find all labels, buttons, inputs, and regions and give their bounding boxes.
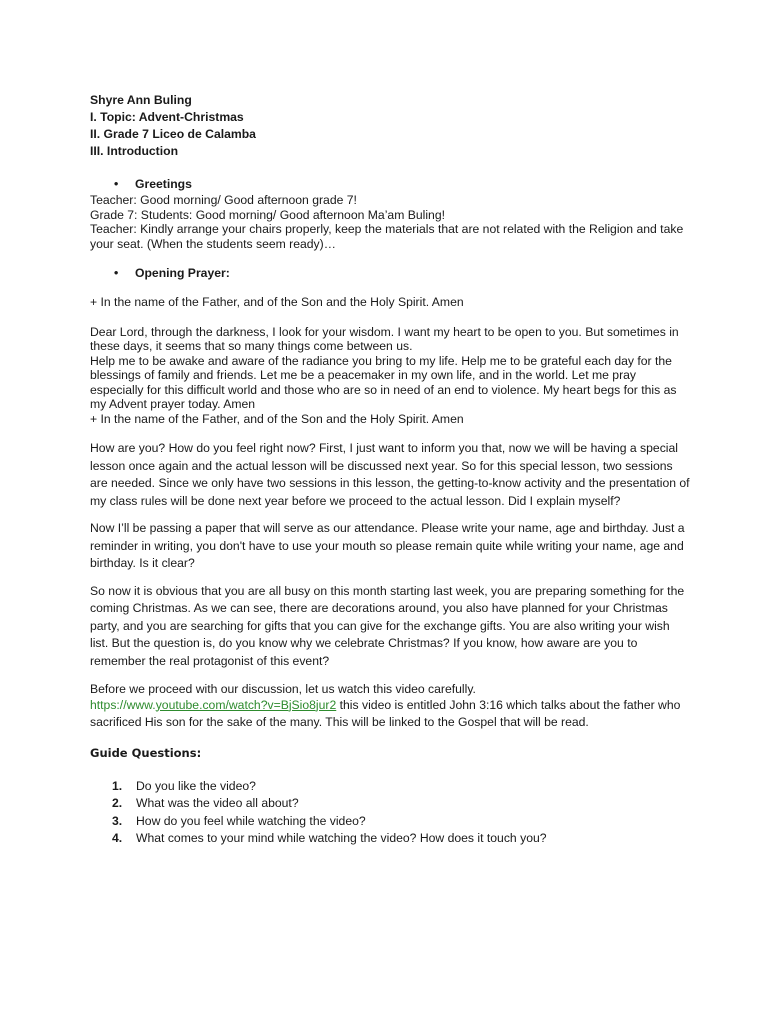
greetings-title: Greetings [135,177,192,191]
list-item [90,778,690,796]
greeting-line: Grade 7: Students: Good morning/ Good afternoon Ma’am Buling! [90,207,445,222]
question-text: What was the video all about? [136,796,299,810]
christmas-paragraph: So now it is obvious that you are all busy on this month starting last week, you are preparing something for the coming Christmas. As we can see, there are decorations around, you also have planned for your Christmas party, and you are searching for gifts that you can give for the exchange gifts. You are also writing your wish list. But the question is, do you know why we celebrate Christmas? If you know, how aware are you to remember the real protagonist of this event? [90,583,685,668]
question-number: 1. [112,778,123,793]
greeting-line: Teacher: Good morning/ Good afternoon grade 7! [90,193,357,207]
list-item [90,813,690,831]
video-link-url: youtube.com/watch?v=BjSio8jur2 [155,697,337,712]
attendance-paragraph: Now I’ll be passing a paper that will serve as our attendance. Please write your name, age and birthday. Just a reminder in writing, you don't have to use your mouth so please remain quite while writing your name, age and birthday. Is it clear? [90,521,685,570]
document-page [90,92,690,848]
prayer-title: Opening Prayer: [135,266,230,280]
greetings-bullet [90,176,690,193]
video-description: this video is entitled John 3:16 which talks about the father who sacrificed His son for the sake of the many. This will be linked to the Gospel that will be read. [90,697,681,729]
author-name: Shyre Ann Buling [90,93,192,107]
prayer-closing: + In the name of the Father, and of the Son and the Holy Spirit. Amen [90,411,464,426]
list-item [90,830,690,848]
video-link-prefix: https://www. [90,697,156,712]
question-number: 3. [112,813,123,828]
greetings-dialogue [90,193,690,251]
list-item [90,795,690,813]
bullet-icon: • [114,177,119,191]
prayer-paragraph: Help me to be awake and aware of the radiance you bring to my life. Help me to be grateful each day for the blessings of family and friends. Let me be a peacemaker in my own life, and in the world. Let me pray especially for this difficult world and those who are so in need of an end to violence. My heart begs for this as my Advent prayer today. Amen [90,353,677,411]
prayer-bullet [90,265,690,282]
question-text: How do you feel while watching the video? [136,813,366,828]
question-number: 4. [112,831,123,845]
question-text: Do you like the video? [136,778,256,793]
introduction-heading: III. Introduction [90,144,179,158]
video-intro: Before we proceed with our discussion, let us watch this video carefully. [90,682,476,696]
bullet-icon: • [114,266,119,280]
grade-heading: II. Grade 7 Liceo de Calamba [90,127,256,141]
prayer-body [90,325,690,427]
question-text: What comes to your mind while watching the video? How does it touch you? [136,831,547,845]
sign-of-cross: + In the name of the Father, and of the Son and the Holy Spirit. Amen [90,295,464,309]
intro-paragraph: How are you? How do you feel right now? First, I just want to inform you that, now we will be having a special lesson once again and the actual lesson will be discussed next year. So for this special lesson, two sessions are needed. Since we only have two sessions in this lesson, the getting-to-know activity and the presentation of my class rules will be done next year before we proceed to the actual lesson. Did I explain myself? [90,441,690,508]
greeting-line: Teacher: Kindly arrange your chairs properly, keep the materials that are not related with the Religion and take your seat. (When the students seem ready)… [90,222,684,251]
question-number: 2. [112,796,123,810]
video-paragraph [90,682,690,732]
video-link[interactable] [90,698,336,712]
guide-questions-title: Guide Questions: [90,745,202,760]
topic-heading: I. Topic: Advent-Christmas [90,110,244,124]
prayer-paragraph: Dear Lord, through the darkness, I look for your wisdom. I want my heart to be open to you. But sometimes in these days, it seems that so many things come between us. [90,324,679,353]
guide-questions-list [90,778,690,848]
